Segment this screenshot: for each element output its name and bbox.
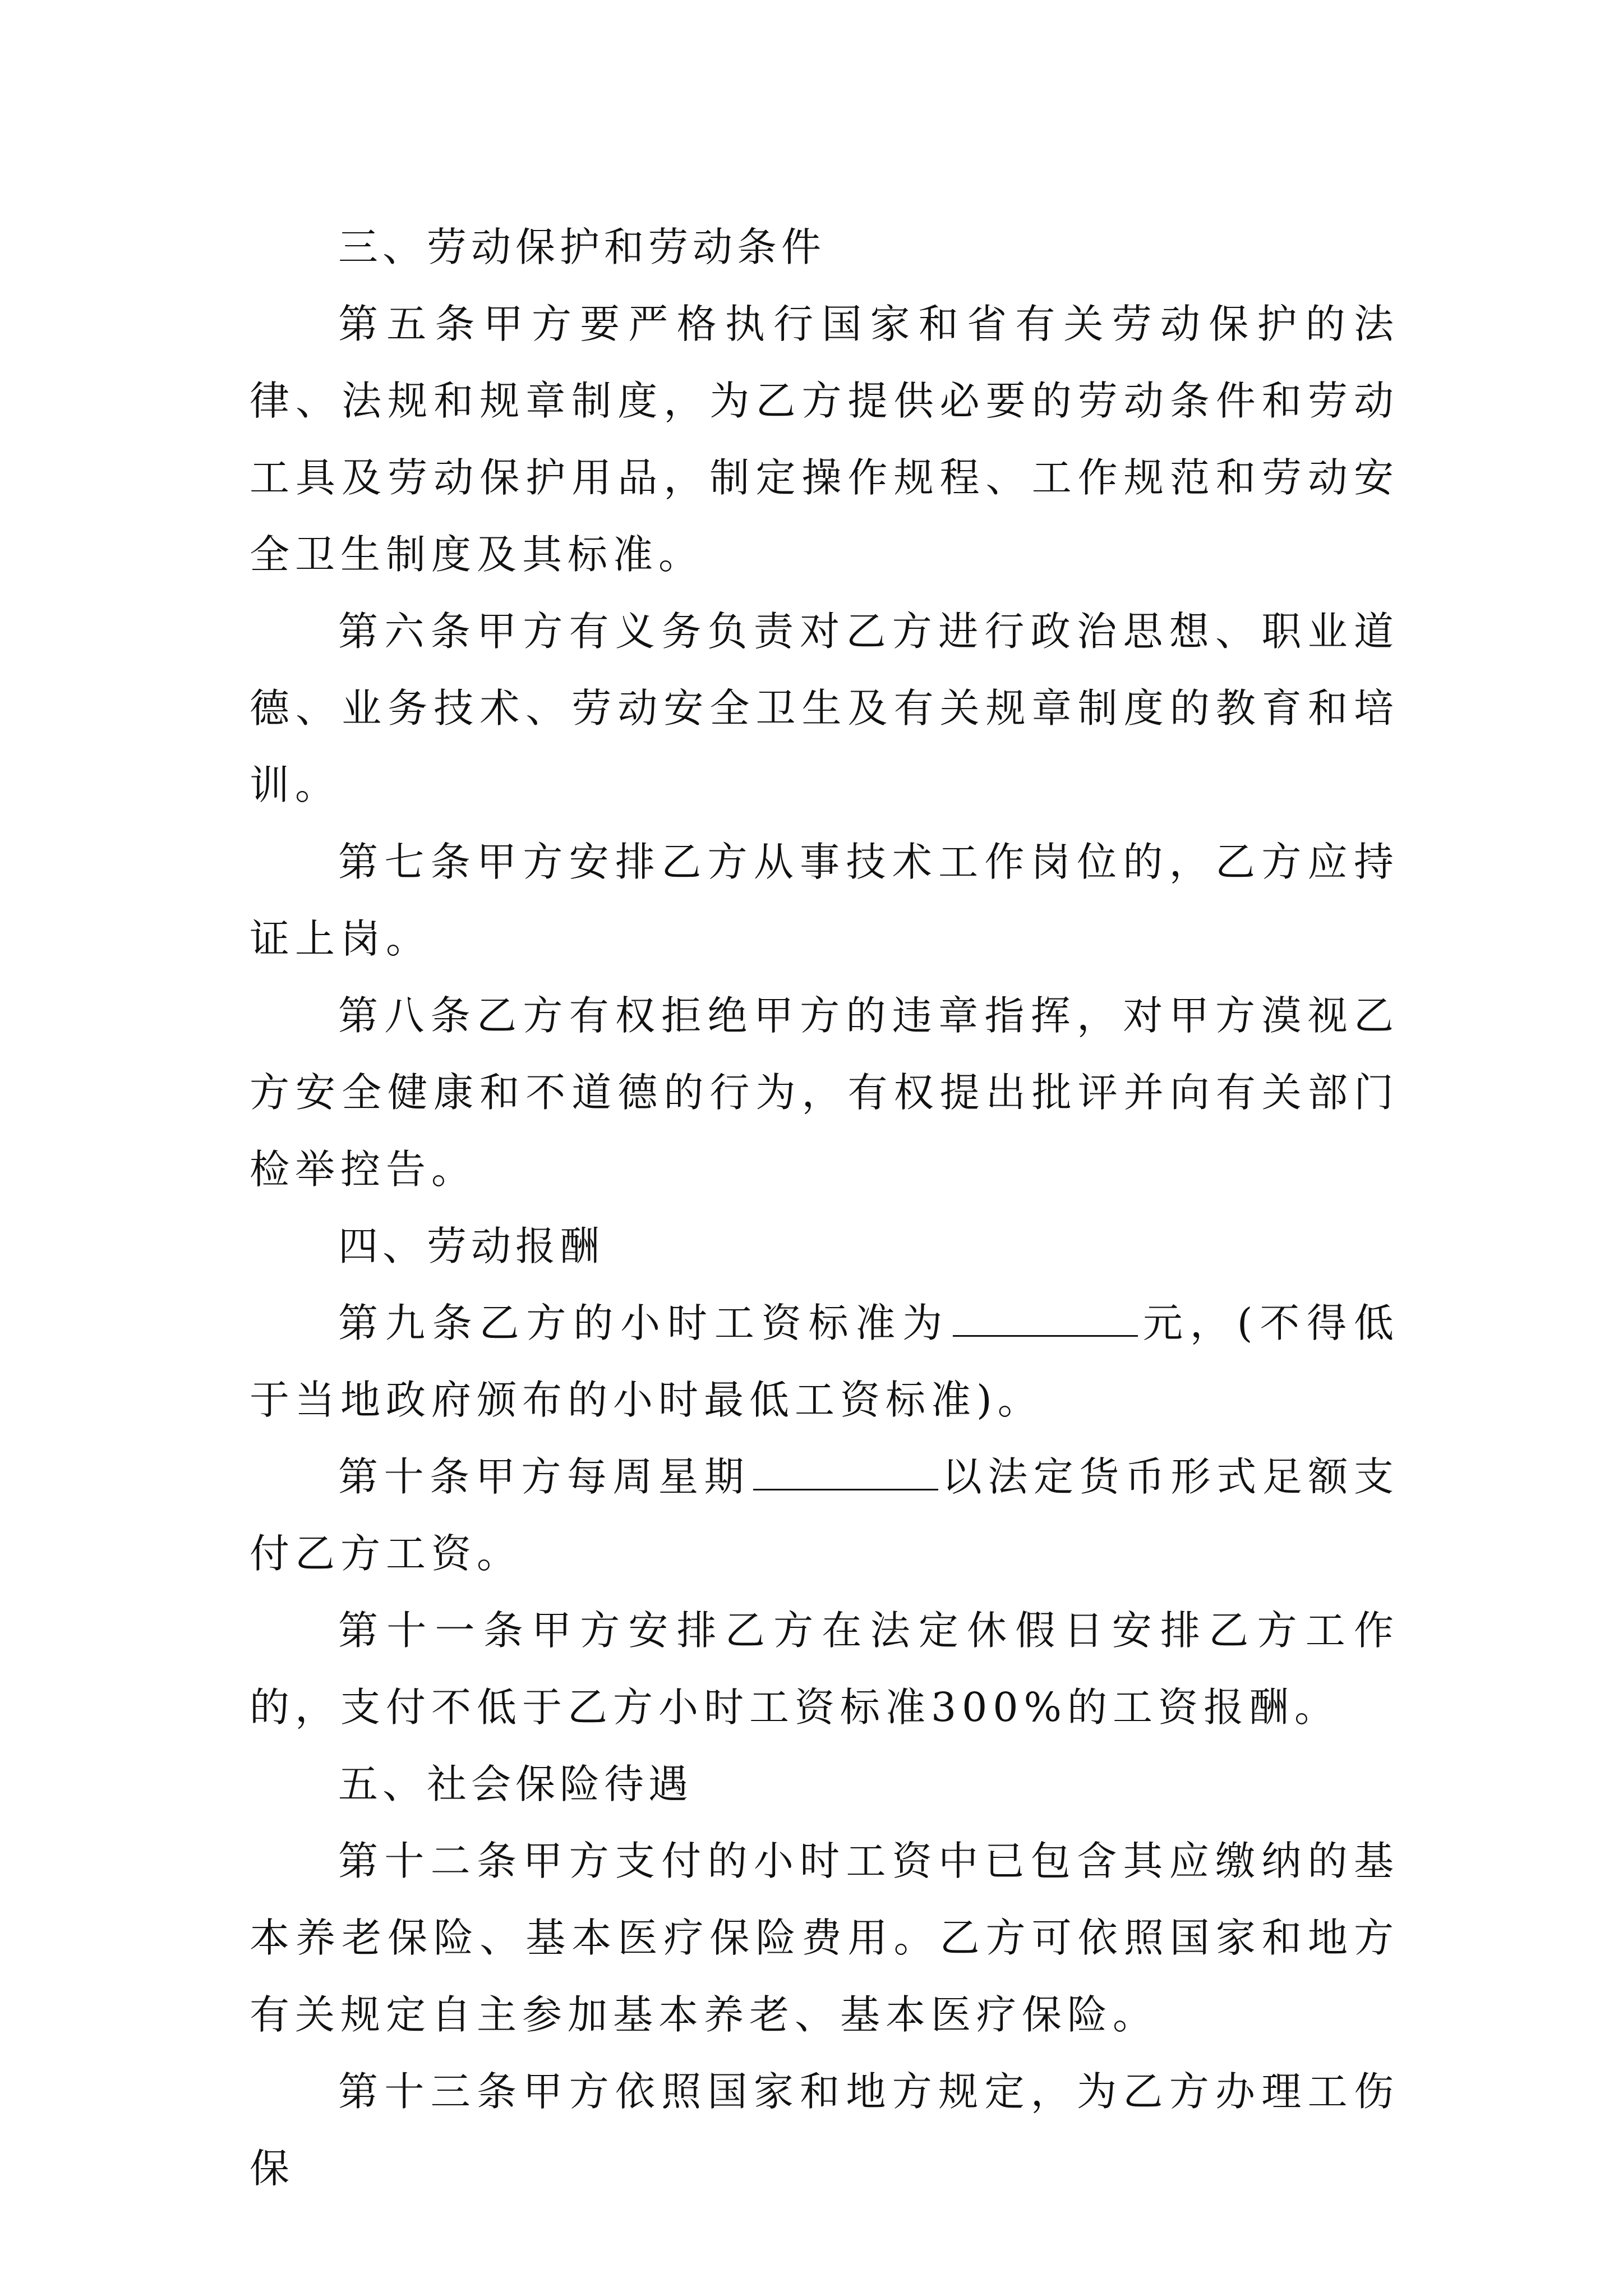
article-6-paragraph: 第六条甲方有义务负责对乙方进行政治思想、职业道德、业务技术、劳动安全卫生及有关规章制度的教育和培训。 [250, 608, 1399, 808]
article-10-text-after: 以法定货币形式足额支付乙方工资。 [250, 1453, 1399, 1577]
article-12-paragraph: 第十二条甲方支付的小时工资中已包含其应缴纳的基本养老保险、基本医疗保险费用。乙方可依照国家和地方有关规定自主参加基本养老、基本医疗保险。 [250, 1838, 1399, 2038]
article-9-paragraph [250, 1285, 1399, 1438]
section-heading-labor-pay: 四、劳动报酬 [338, 1223, 605, 1269]
article-11-paragraph: 第十一条甲方安排乙方在法定休假日安排乙方工作的，支付不低于乙方小时工资标准300%的工资报酬。 [250, 1607, 1399, 1731]
section-heading-labor-protection: 三、劳动保护和劳动条件 [338, 224, 826, 270]
document-body [250, 209, 1399, 2207]
article-10-text-before: 第十条甲方每周星期 [338, 1453, 750, 1500]
hourly-wage-blank [953, 1300, 1138, 1337]
article-10-paragraph [250, 1438, 1399, 1592]
payday-blank [753, 1454, 938, 1490]
article-7-paragraph: 第七条甲方安排乙方从事技术工作岗位的，乙方应持证上岗。 [250, 839, 1399, 962]
article-13-paragraph: 第十三条甲方依照国家和地方规定，为乙方办理工伤保 [250, 2068, 1399, 2192]
article-9-text-before: 第九条乙方的小时工资标准为 [338, 1300, 950, 1346]
article-9-text-after: 元，(不得低于当地政府颁布的小时最低工资标准)。 [250, 1300, 1399, 1423]
section-heading-social-insurance: 五、社会保险待遇 [338, 1761, 693, 1807]
article-5-paragraph: 第五条甲方要严格执行国家和省有关劳动保护的法律、法规和规章制度，为乙方提供必要的劳动条件和劳动工具及劳动保护用品，制定操作规程、工作规范和劳动安全卫生制度及其标准。 [250, 301, 1399, 578]
article-8-paragraph: 第八条乙方有权拒绝甲方的违章指挥，对甲方漠视乙方安全健康和不道德的行为，有权提出批评并向有关部门检举控告。 [250, 992, 1399, 1193]
